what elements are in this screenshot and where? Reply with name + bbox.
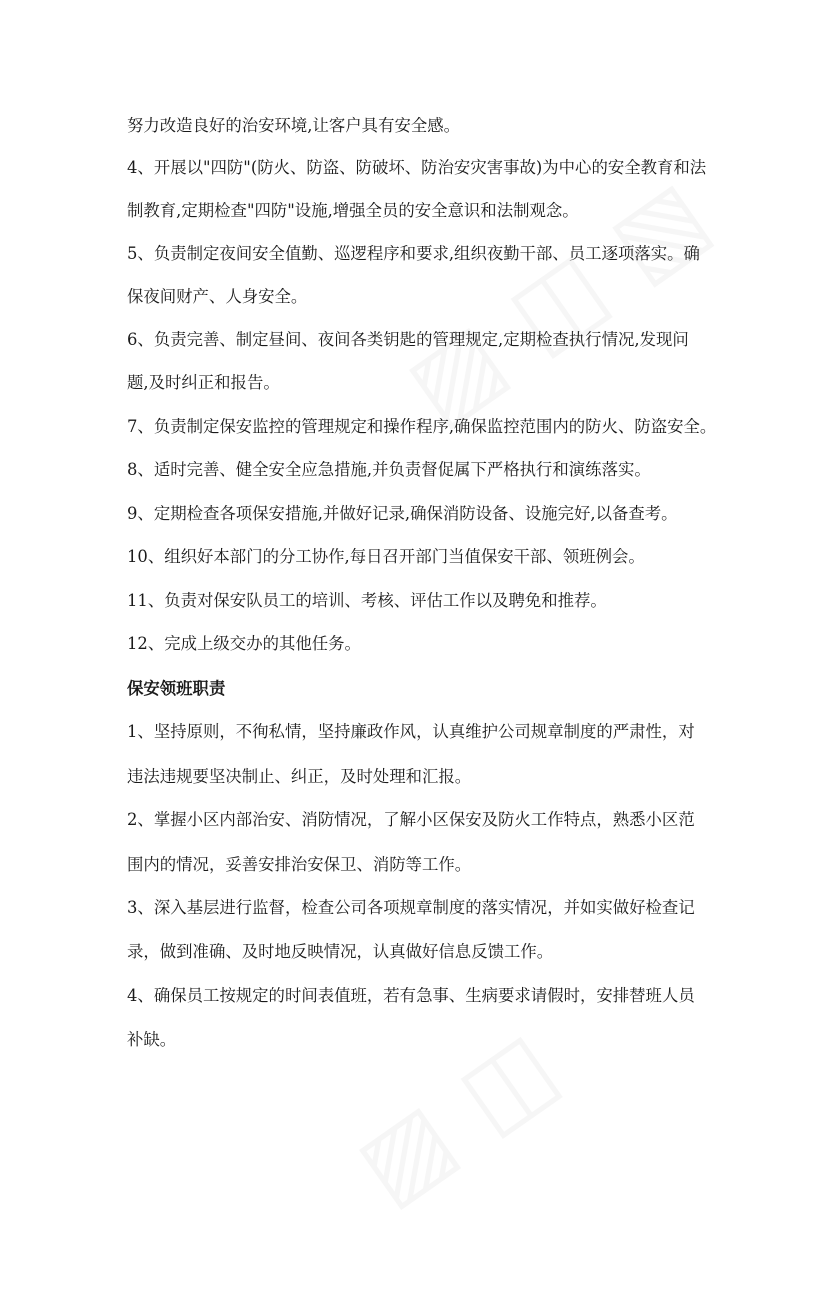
text-line: 围内的情况，妥善安排治安保卫、消防等工作。 [127, 855, 472, 874]
text-line: 补缺。 [127, 1030, 177, 1049]
text-line: 8、适时完善、健全安全应急措施,并负责督促属下严格执行和演练落实。 [127, 460, 651, 479]
text-line: 努力改造良好的治安环境,让客户具有安全感。 [127, 116, 461, 135]
text-line: 3、深入基层进行监督，检查公司各项规章制度的落实情况，并如实做好检查记 [127, 898, 695, 917]
text-line: 4、开展以"四防"(防火、防盗、防破坏、防治安灾害事故)为中心的安全教育和法 [127, 158, 707, 177]
text-line: 录，做到准确、及时地反映情况，认真做好信息反馈工作。 [127, 942, 554, 961]
text-line: 1、坚持原则，不徇私情，坚持廉政作风，认真维护公司规章制度的严肃性，对 [127, 722, 695, 741]
text-line: 11、负责对保安队员工的培训、考核、评估工作以及聘免和推荐。 [127, 591, 607, 610]
text-line: 12、完成上级交办的其他任务。 [127, 634, 361, 653]
text-line: 9、定期检查各项保安措施,并做好记录,确保消防设备、设施完好,以备查考。 [127, 504, 678, 523]
text-line: 6、负责完善、制定昼间、夜间各类钥匙的管理规定,定期检查执行情况,发现问 [127, 330, 689, 349]
text-line: 10、组织好本部门的分工协作,每日召开部门当值保安干部、领班例会。 [127, 547, 645, 566]
text-line: 7、负责制定保安监控的管理规定和操作程序,确保监控范围内的防火、防盗安全。 [127, 417, 717, 436]
text-line: 2、掌握小区内部治安、消防情况，了解小区保安及防火工作特点，熟悉小区范 [127, 810, 695, 829]
text-line: 4、确保员工按规定的时间表值班，若有急事、生病要求请假时，安排替班人员 [127, 986, 695, 1005]
text-line: 题,及时纠正和报告。 [127, 373, 280, 392]
text-line: 违法违规要坚决制止、纠正，及时处理和汇报。 [127, 767, 472, 786]
text-line: 制教育,定期检查"四防"设施,增强全员的安全意识和法制观念。 [127, 201, 579, 220]
section-heading: 保安领班职责 [127, 679, 226, 698]
text-line: 保夜间财产、人身安全。 [127, 287, 308, 306]
text-line: 5、负责制定夜间安全值勤、巡逻程序和要求,组织夜勤干部、员工逐项落实。确 [127, 244, 700, 263]
